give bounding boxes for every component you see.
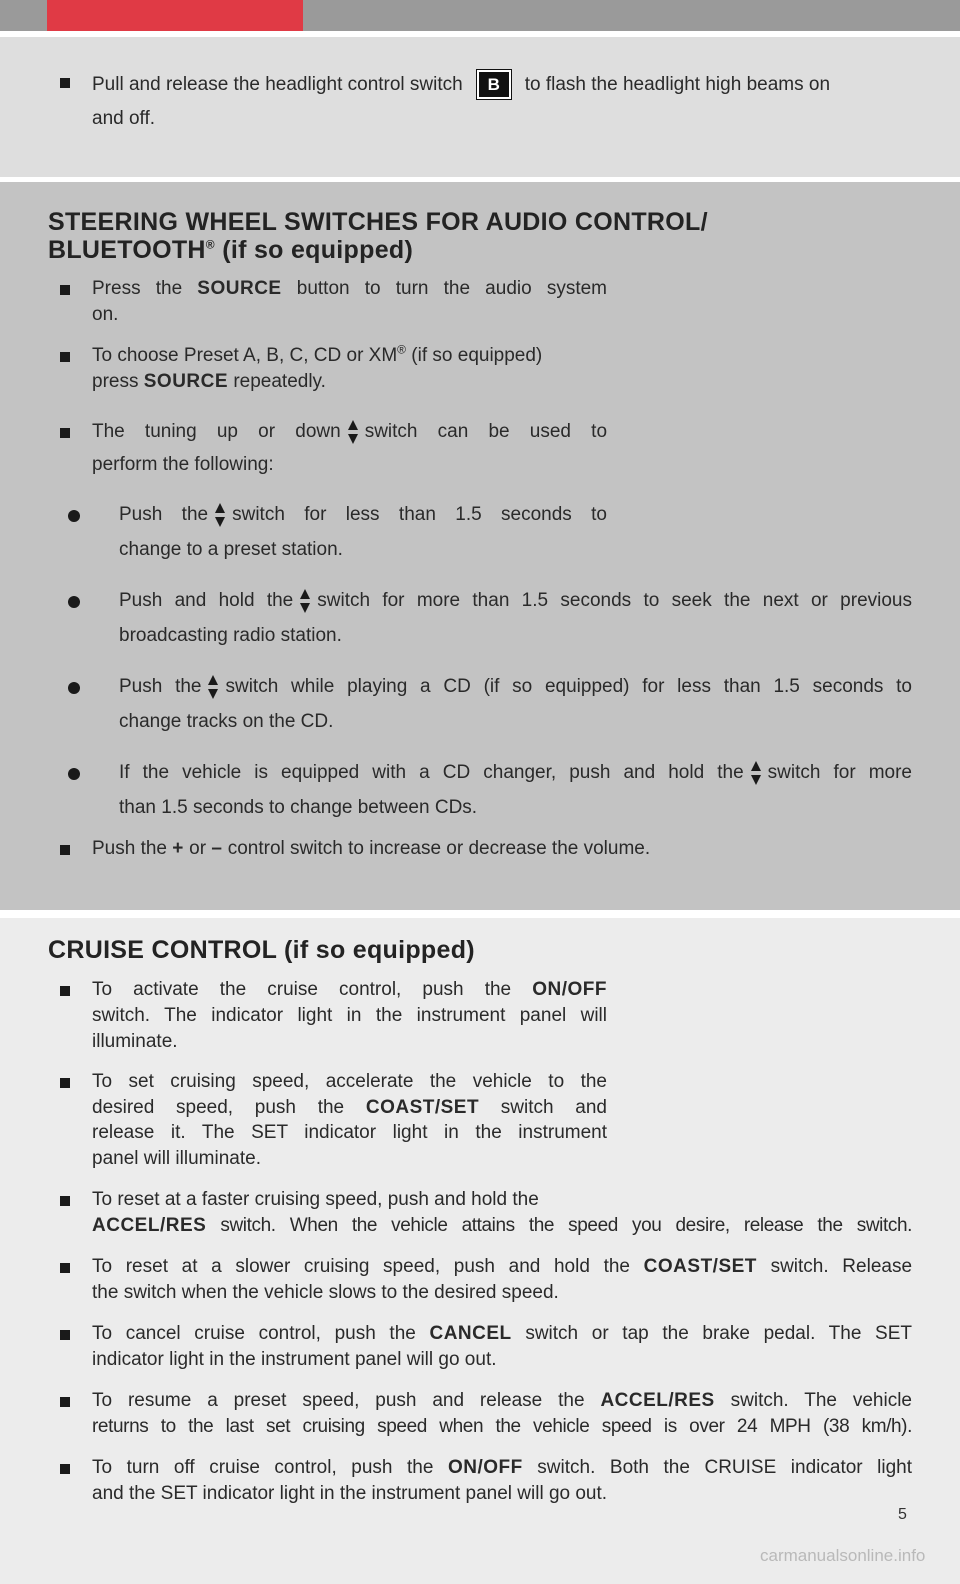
cruise-set-line2: desired speed, push the COAST/SET switch and <box>92 1097 607 1118</box>
audio-bullet-tuning-line2: perform the following: <box>92 454 274 475</box>
tuning-sub-cd-line2: change tracks on the CD. <box>119 711 334 732</box>
switch-b-badge: B <box>477 70 511 99</box>
square-bullet-icon <box>60 986 70 996</box>
cruise-activate-line1: To activate the cruise control, push the ON/OFF <box>92 979 607 1000</box>
headlight-text-line2: and off. <box>92 108 156 129</box>
tuning-sub-cd-line1: Push the switch while playing a CD (if so equipped) for less than 1.5 seconds to <box>119 674 912 700</box>
cruise-section-title: CRUISE CONTROL (if so equipped) <box>48 936 475 964</box>
tuning-sub-seek-line1: Push and hold the switch for more than 1.5 seconds to seek the next or previous <box>119 588 912 614</box>
square-bullet-icon <box>60 1464 70 1474</box>
headlight-text-line1: Pull and release the headlight control switch B to flash the headlight high beams on <box>92 70 912 100</box>
tuning-sub-preset-line1: Push the switch for less than 1.5 seconds to <box>119 502 607 528</box>
square-bullet-icon <box>60 78 70 88</box>
cruise-activate-line3: illuminate. <box>92 1031 178 1052</box>
square-bullet-icon <box>60 1330 70 1340</box>
audio-section-title: STEERING WHEEL SWITCHES FOR AUDIO CONTROL/ BLUETOOTH® (if so equipped) <box>48 208 708 264</box>
tuning-up-down-icon <box>214 502 226 528</box>
cruise-resume-line1: To resume a preset speed, push and release the ACCEL/RES switch. The vehicle <box>92 1390 912 1411</box>
watermark: carmanualsonline.info <box>760 1546 926 1565</box>
square-bullet-icon <box>60 352 70 362</box>
cruise-faster-line2: ACCEL/RES switch. When the vehicle attains the speed you desire, release the switch. <box>92 1215 912 1236</box>
cruise-set-line1: To set cruising speed, accelerate the vehicle to the <box>92 1071 607 1092</box>
round-bullet-icon <box>68 510 80 522</box>
square-bullet-icon <box>60 1196 70 1206</box>
square-bullet-icon <box>60 1263 70 1273</box>
round-bullet-icon <box>68 596 80 608</box>
audio-bullet-preset-line1: To choose Preset A, B, C, CD or XM® (if so equipped) <box>92 342 543 366</box>
cruise-set-line3: release it. The SET indicator light in the instrument <box>92 1122 607 1143</box>
tuning-up-down-icon <box>299 588 311 614</box>
square-bullet-icon <box>60 1078 70 1088</box>
cruise-slower-line1: To reset at a slower cruising speed, push and hold the COAST/SET switch. Release <box>92 1256 913 1277</box>
audio-bullet-source-line2: on. <box>92 304 119 325</box>
tuning-sub-changer-line1: If the vehicle is equipped with a CD changer, push and hold the switch for more <box>119 760 912 786</box>
section-divider <box>0 910 960 918</box>
top-bar-accent <box>47 0 303 31</box>
cruise-off-line1: To turn off cruise control, push the ON/OFF switch. Both the CRUISE indicator light <box>92 1457 913 1478</box>
audio-bullet-preset-line2: press SOURCE repeatedly. <box>92 371 326 392</box>
tuning-sub-seek-line2: broadcasting radio station. <box>119 625 342 646</box>
top-bar <box>0 0 960 31</box>
square-bullet-icon <box>60 845 70 855</box>
tuning-up-down-icon <box>750 760 762 786</box>
cruise-off-line2: and the SET indicator light in the instrument panel will go out. <box>92 1483 608 1504</box>
round-bullet-icon <box>68 768 80 780</box>
tuning-sub-preset-line2: change to a preset station. <box>119 539 343 560</box>
cruise-cancel-line2: indicator light in the instrument panel will go out. <box>92 1349 497 1370</box>
cruise-slower-line2: the switch when the vehicle slows to the desired speed. <box>92 1282 559 1303</box>
round-bullet-icon <box>68 682 80 694</box>
tuning-up-down-icon <box>207 674 219 700</box>
tuning-sub-changer-line2: than 1.5 seconds to change between CDs. <box>119 797 478 818</box>
cruise-activate-line2: switch. The indicator light in the instrument panel will <box>92 1005 607 1026</box>
cruise-resume-line2: returns to the last set cruising speed when the vehicle speed is over 24 MPH (38 km/h). <box>92 1416 912 1437</box>
cruise-set-line4: panel will illuminate. <box>92 1148 261 1169</box>
cruise-faster-line1: To reset at a faster cruising speed, push and hold the <box>92 1189 539 1210</box>
page-number: 5 <box>898 1506 907 1523</box>
audio-bullet-tuning-line1: The tuning up or down switch can be used to <box>92 419 607 445</box>
square-bullet-icon <box>60 428 70 438</box>
tuning-up-down-icon <box>347 419 359 445</box>
audio-bullet-source-line1: Press the SOURCE button to turn the audio system <box>92 278 607 299</box>
square-bullet-icon <box>60 1397 70 1407</box>
square-bullet-icon <box>60 285 70 295</box>
audio-bullet-volume: Push the + or – control switch to increase or decrease the volume. <box>92 838 651 859</box>
cruise-cancel-line1: To cancel cruise control, push the CANCEL switch or tap the brake pedal. The SET <box>92 1323 912 1344</box>
